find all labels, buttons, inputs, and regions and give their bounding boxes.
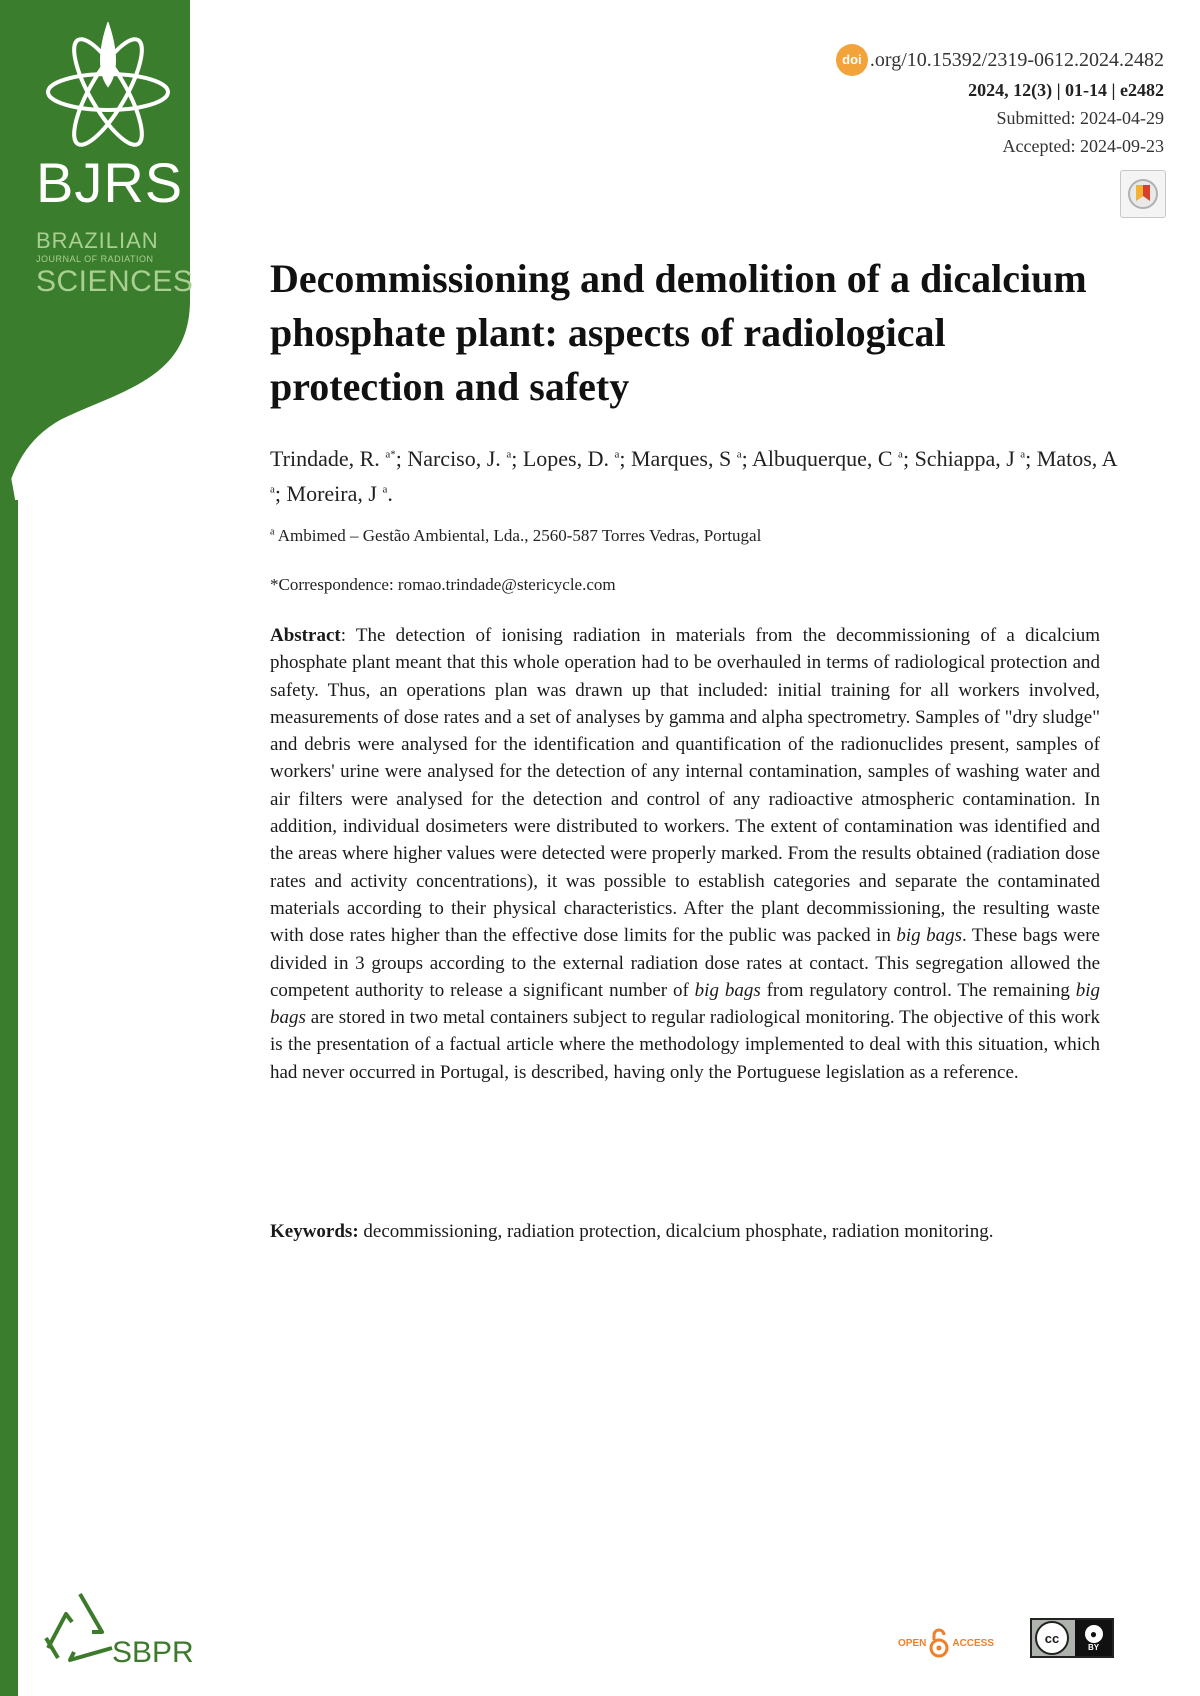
keywords [270, 1218, 1100, 1245]
submitted-date: Submitted: 2024-04-29 [996, 108, 1164, 128]
author: Marques, S $^a$; [631, 446, 753, 472]
volume-line: 2024, 12(3) | 01-14 | e2482 [968, 80, 1164, 100]
journal-sidebar [0, 0, 210, 1696]
author: Moreira, J $^a$. [286, 480, 393, 506]
keywords-text: decommissioning, radiation protection, dicalcium phosphate, radiation monitoring. [358, 1221, 994, 1242]
open-access-right: ACCESS [952, 1637, 995, 1649]
doi-icon: doi [836, 44, 868, 76]
author: Matos, A $^a$; [270, 446, 1117, 506]
open-access-badge[interactable] [898, 1628, 994, 1658]
article-title: Decommissioning and demolition of a dicalcium phosphate plant: aspects of radiological protection and safety [270, 256, 1087, 409]
author: Schiappa, J $^a$; [914, 446, 1037, 472]
crossmark-button[interactable] [1120, 170, 1166, 218]
author-list [270, 440, 1130, 509]
atom-icon [38, 22, 178, 152]
affiliation [270, 526, 761, 546]
abstract: Abstract: The detection of ionising radiation in materials from the decommissioning of a dicalcium phosphate plant meant that this whole operation had to be overhauled in terms of radiological protection and safety. Thus, an operations plan was drawn up that included: initial training for all workers involved, measurements of dose rates and a set of analyses by gamma and alpha spectrometry. Samples of "dry sludge" and debris were analysed for the identification and quantification of the radionuclides present, samples of workers' urine were analysed for the detection of any internal contamination, samples of washing water and air filters were analysed for the detection and control of any radioactive atmospheric contamination. In addition, individual dosimeters were distributed to workers. The extent of contamination was identified and the areas where higher values were detected were properly marked. From the results obtained (radiation dose rates and activity concentrations), it was possible to establish categories and separate the contaminated materials according to their physical characteristics. After the plant decommissioning, the resulting waste with dose rates higher than the effective dose limits for the public was packed in big bags. These bags were divided in 3 groups according to the external radiation dose rates at contact. This segregation allowed the competent authority to release a significant number of big bags from regulatory control. The remaining big bags are stored in two metal containers subject to regular radiological monitoring. The objective of this work is the presentation of a factual article where the methodology implemented to deal with this situation, which had never occurred in Portugal, is described, having only the Portuguese legislation as a reference. [270, 625, 1100, 1083]
cc-mark: cc [1035, 1621, 1069, 1655]
recycle-triangle-icon [40, 1588, 120, 1668]
keywords-label: Keywords: [270, 1221, 359, 1242]
affiliation-sup: a [270, 526, 275, 538]
author: Albuquerque, C $^a$; [752, 446, 915, 472]
society-name: SBPR [112, 1636, 194, 1669]
open-lock-icon [929, 1628, 949, 1658]
by-label: BY [1087, 1642, 1100, 1652]
open-access-left: OPEN [898, 1637, 927, 1649]
journal-name-line2: JOURNAL OF RADIATION [36, 254, 154, 264]
journal-name [36, 230, 196, 297]
by-mark [1075, 1620, 1112, 1656]
author: Lopes, D. $^a$; [522, 446, 631, 472]
author: Narciso, J. $^a$; [407, 446, 523, 472]
crossmark-icon [1121, 171, 1165, 217]
abstract-label: Abstract [270, 625, 341, 646]
affiliation-text: Ambimed – Gestão Ambiental, Lda., 2560-587 Torres Vedras, Portugal [274, 526, 762, 545]
journal-name-line1: BRAZILIAN [36, 228, 159, 253]
doi-link[interactable] [836, 44, 1164, 76]
journal-abbreviation: BJRS [36, 151, 184, 214]
cc-by-icon[interactable] [1030, 1618, 1114, 1658]
article-meta [836, 44, 1164, 160]
journal-name-line3: SCIENCES [36, 265, 194, 298]
person-icon: ● [1085, 1625, 1103, 1643]
author: Trindade, R. $^{a*}$; [270, 446, 408, 472]
correspondence[interactable]: *Correspondence: romao.trindade@stericycle.com [270, 575, 616, 594]
accepted-date: Accepted: 2024-09-23 [1002, 136, 1164, 156]
doi-text[interactable]: .org/10.15392/2319-0612.2024.2482 [869, 49, 1164, 71]
